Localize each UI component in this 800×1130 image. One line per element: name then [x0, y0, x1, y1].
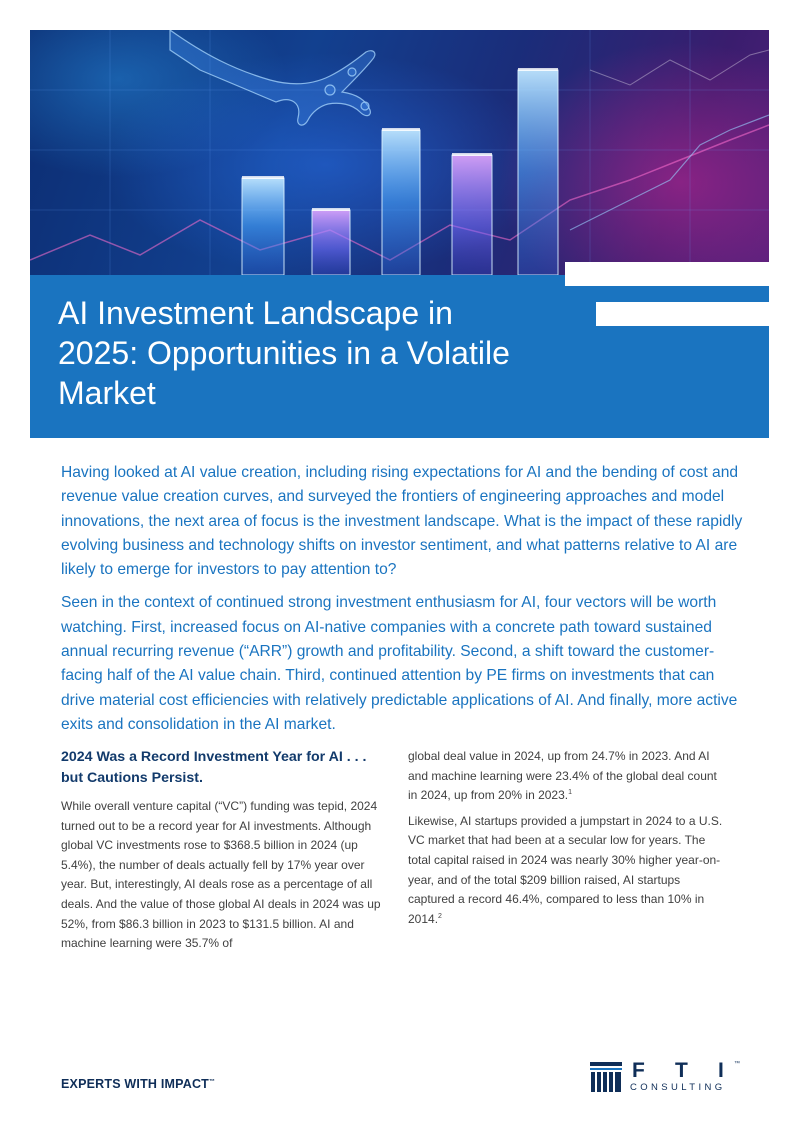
body-paragraph-3	[408, 812, 728, 930]
footnote-marker-1: 1	[568, 789, 573, 797]
decorative-notch-top	[565, 262, 769, 286]
fti-columns-logo-icon	[590, 1062, 622, 1092]
intro-paragraph-2: Seen in the context of continued strong investment enthusiasm for AI, four vectors will be worth watching. First, increased focus on AI-native companies with a concrete path toward sustained annual recurring revenue (“ARR”) growth and profitability. Second, a shift toward the customer-facing half of the AI value chain. Third, continued attention by PE firms on investments that can drive material cost efficiencies with relatively predictable applications of AI. And finally, more active exits and consolidation in the AI market.	[61, 594, 738, 733]
title-banner	[30, 275, 769, 438]
logo-wordmark	[630, 1060, 730, 1080]
left-column	[61, 747, 381, 960]
tagline-text: EXPERTS WITH IMPACT	[61, 1077, 210, 1091]
body-paragraph-2	[408, 747, 728, 806]
tagline-trademark: ™	[209, 1078, 216, 1085]
right-column	[408, 747, 728, 935]
logo-letter-i: I	[718, 1059, 724, 1082]
logo-subtitle: CONSULTING	[630, 1082, 726, 1093]
page-title: AI Investment Landscape in 2025: Opportunities in a Volatile Market	[58, 295, 510, 411]
fti-consulting-logo	[590, 1060, 740, 1096]
footnote-marker-2: 2	[438, 912, 442, 920]
footer-tagline	[61, 1077, 215, 1091]
decorative-notch-bottom	[596, 302, 769, 326]
intro-paragraph-1: Having looked at AI value creation, including rising expectations for AI and the bending of cost and revenue value creation curves, and surveyed the frontiers of engineering approaches and model innovations, the next area of focus is the investment landscape. What is the impact of these rapidly evolving business and technology shifts on investor sentiment, and what patterns relative to AI are likely to emerge for investors to pay attention to?	[61, 464, 743, 579]
intro-text	[61, 461, 751, 746]
body-paragraph-2-text: global deal value in 2024, up from 24.7% in 2023. And AI and machine learning were 23.4% of the global deal count in 2024, up from 20% in 2023.	[408, 749, 717, 803]
body-paragraph-1: While overall venture capital (“VC”) funding was tepid, 2024 turned out to be a record year for AI investments. Although global VC investments rose to $368.5 billion in 2024 (up 5.4%), the number of deals actually fell by 17% year over year. But, interestingly, AI deals rose as a percentage of all deals. And the value of those global AI deals in 2024 was up 52%, from $86.3 billion in 2023 to $131.5 billion. AI and machine learning were 35.7% of	[61, 799, 381, 951]
ai-robot-hand-bar-chart-image	[30, 30, 769, 275]
logo-letter-f: F	[632, 1059, 645, 1082]
logo-letter-t: T	[675, 1059, 688, 1082]
body-paragraph-3-text: Likewise, AI startups provided a jumpstart in 2024 to a U.S. VC market that had been at a secular low for years. The total capital raised in 2024 was nearly 30% higher year-on-year, and of the total $209 billion raised, AI startups captured a record 46.4%, compared to less than 10% in 2014.	[408, 813, 723, 926]
logo-trademark: ™	[734, 1061, 740, 1067]
hero-image	[30, 30, 769, 275]
section-heading: 2024 Was a Record Investment Year for AI . . . but Cautions Persist.	[61, 749, 367, 786]
